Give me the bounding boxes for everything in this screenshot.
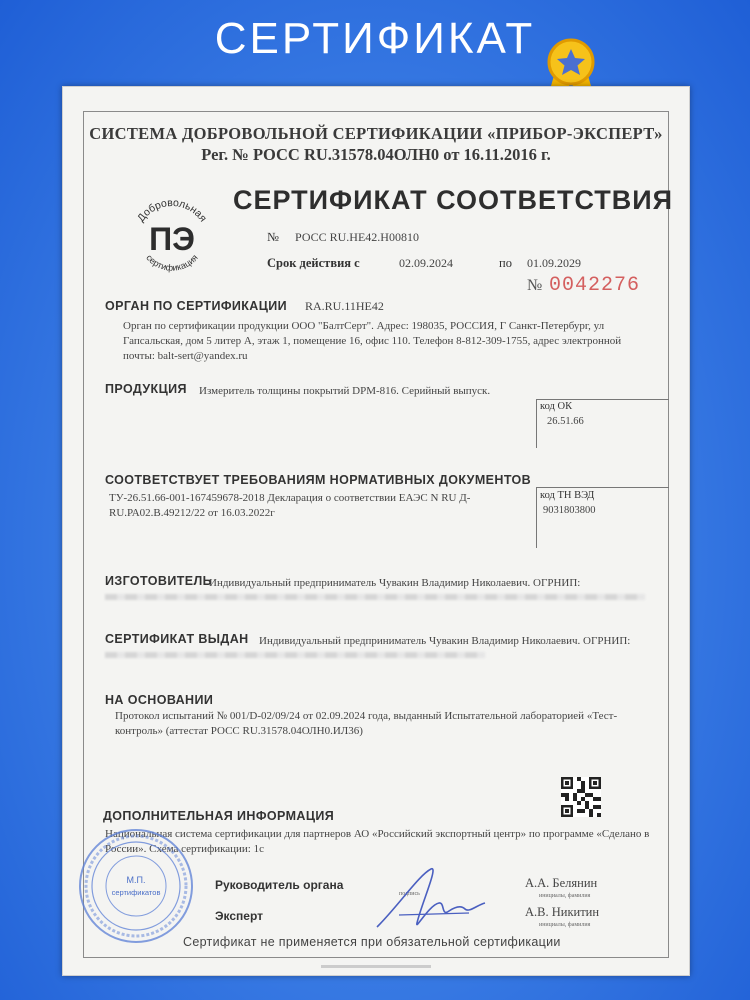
stamp-text: сертификатов: [111, 888, 161, 897]
pe-logo: [127, 193, 217, 283]
requirements-header: СООТВЕТСТВУЕТ ТРЕБОВАНИЯМ НОРМАТИВНЫХ ДОКУМЕНТОВ: [105, 473, 532, 487]
certificate-title: СЕРТИФИКАТ СООТВЕТСТВИЯ: [233, 185, 674, 215]
tnved-value: 9031803800: [543, 505, 596, 516]
initials-caption: инициалы, фамилия: [539, 893, 591, 899]
system-registration: Рег. № РОСС RU.31578.04ОЛН0 от 16.11.2016 г.: [201, 145, 551, 164]
okp-label: код ОК: [540, 401, 573, 412]
number-label: №: [267, 230, 279, 244]
logo-bottom-text: сертификация: [144, 252, 200, 273]
basis-text: Протокол испытаний № 001/D-02/09/24 от 02.09.2024 года, выданный Испытательной лабораторией «Тест-контроль» (аттестат РОСС RU.31578.04ОЛН0.ИЛ36): [115, 710, 618, 737]
serial-number: 0042276: [549, 274, 641, 297]
redacted-line: [105, 594, 645, 600]
stamp-top-text: М.П.: [126, 875, 146, 885]
logo-letters: ПЭ: [149, 221, 195, 257]
validity-to: 01.09.2029: [527, 256, 581, 270]
validity-label: Срок действия с: [267, 256, 360, 270]
stamp-seal: [77, 827, 195, 945]
banner-title: СЕРТИФИКАТ: [214, 14, 536, 63]
signature-caption: подпись: [399, 891, 420, 897]
certificate-document: [62, 86, 690, 976]
product-header: ПРОДУКЦИЯ: [105, 382, 187, 396]
okp-value: 26.51.66: [547, 416, 584, 427]
basis-header: НА ОСНОВАНИИ: [105, 693, 214, 707]
tnved-code-box: [536, 487, 669, 548]
qr-code-icon: [561, 777, 601, 817]
tnved-label: код ТН ВЭД: [540, 490, 595, 501]
serial-prefix: №: [527, 277, 543, 294]
extra-info-header: ДОПОЛНИТЕЛЬНАЯ ИНФОРМАЦИЯ: [103, 809, 335, 823]
manufacturer-header: ИЗГОТОВИТЕЛЬ: [105, 574, 213, 588]
manufacturer-text: Индивидуальный предприниматель Чувакин Владимир Николаевич. ОГРНИП:: [209, 577, 581, 589]
validity-from: 02.09.2024: [399, 256, 453, 270]
issued-header: СЕРТИФИКАТ ВЫДАН: [105, 632, 249, 646]
system-title: СИСТЕМА ДОБРОВОЛЬНОЙ СЕРТИФИКАЦИИ «ПРИБОР-ЭКСПЕРТ»: [89, 124, 663, 143]
certificate-number: РОСС RU.НЕ42.Н00810: [295, 230, 419, 244]
organ-header: ОРГАН ПО СЕРТИФИКАЦИИ: [105, 299, 288, 313]
validity-to-label: по: [499, 256, 512, 270]
expert-name: А.В. Никитин: [525, 905, 600, 919]
organ-details: Орган по сертификации продукции ООО "БалтСерт". Адрес: 198035, РОССИЯ, Г Санкт-Петербург, ул Гапсальская, дом 5 литер А, этаж 1, помещение 16, офис 110. Телефон 8-812-309-1755, адрес электронной почты: balt-sert@yandex.ru: [123, 320, 622, 362]
issued-text: Индивидуальный предприниматель Чувакин Владимир Николаевич. ОГРНИП:: [259, 635, 631, 647]
okp-code-box: [536, 399, 669, 448]
redacted-line: [105, 652, 485, 658]
logo-top-text: Добровольная: [135, 196, 210, 225]
footer-note: Сертификат не применяется при обязательной сертификации: [183, 935, 561, 949]
signature: [369, 865, 489, 935]
head-name: А.А. Белянин: [525, 876, 598, 890]
initials-caption: инициалы, фамилия: [539, 922, 591, 928]
expert-label: Эксперт: [215, 909, 264, 923]
product-text: Измеритель толщины покрытий DPM-816. Серийный выпуск.: [199, 385, 491, 397]
organ-code: RA.RU.11НЕ42: [305, 299, 384, 313]
print-marks: [321, 965, 431, 968]
requirements-text: ТУ-26.51.66-001-167459678-2018 Декларация о соответствии ЕАЭС N RU Д-RU.РА02.В.49212/22 от 16.03.2022г: [109, 492, 471, 519]
extra-info-text: Национальная система сертификации для партнеров АО «Российский экспортный центр» по программе «Сделано в России». Схема сертификации: 1с: [105, 828, 650, 855]
head-label: Руководитель органа: [215, 878, 344, 892]
